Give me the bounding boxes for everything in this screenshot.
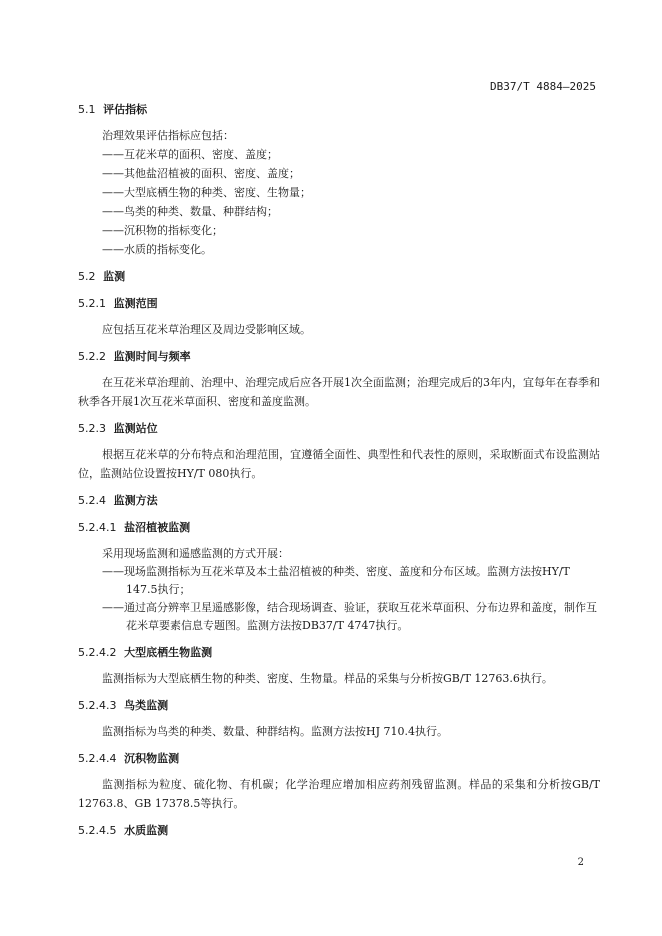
- section-number: 5.2.4.1: [78, 521, 117, 534]
- paragraph: 监测指标为大型底栖生物的种类、密度、生物量。样品的采集与分析按GB/T 12763.6执行。: [102, 672, 553, 685]
- section-title: 监测方法: [113, 494, 158, 507]
- paragraph: 治理效果评估指标应包括：: [102, 129, 234, 142]
- heading-5-2-4-2: [78, 644, 600, 662]
- heading-5-2-3: [78, 420, 600, 438]
- section-number: 5.2.4.5: [78, 824, 117, 837]
- section-title: 水质监测: [124, 824, 169, 837]
- section-title: 监测时间与频率: [113, 350, 191, 363]
- paragraph: 监测指标为粒度、硫化物、有机碳；化学治理应增加相应药剂残留监测。样品的采集和分析按GB/T 12763.8、GB 17378.5等执行。: [78, 778, 600, 810]
- list-item: ——互花米草的面积、密度、盖度；: [102, 148, 278, 161]
- section-number: 5.2: [78, 270, 96, 283]
- heading-5-2-2: [78, 348, 600, 366]
- section-number: 5.2.4.3: [78, 699, 117, 712]
- section-title: 沉积物监测: [124, 752, 180, 765]
- list-item: ——其他盐沼植被的面积、密度、盖度；: [102, 167, 300, 180]
- section-number: 5.1: [78, 103, 96, 116]
- document-code: DB37/T 4884—2025: [490, 80, 596, 93]
- paragraph: 根据互花米草的分布特点和治理范围，宜遵循全面性、典型性和代表性的原则，采取断面式布设监测站位，监测站位设置按HY/T 080执行。: [78, 448, 600, 480]
- heading-5-2-4-4: [78, 750, 600, 768]
- section-title: 评估指标: [103, 103, 148, 116]
- page-number: 2: [577, 857, 584, 868]
- paragraph: 应包括互花米草治理区及周边受影响区域。: [102, 323, 311, 336]
- heading-5-2-4-1: [78, 519, 600, 537]
- section-title: 监测站位: [113, 422, 158, 435]
- heading-5-2-1: [78, 295, 600, 313]
- section-number: 5.2.2: [78, 350, 106, 363]
- list-item: ——现场监测指标为互花米草及本土盐沼植被的种类、密度、盖度和分布区域。监测方法按HY/T 147.5执行；: [102, 565, 570, 596]
- section-number: 5.2.4: [78, 494, 106, 507]
- list-item: ——鸟类的种类、数量、种群结构；: [102, 205, 278, 218]
- section-number: 5.2.4.4: [78, 752, 117, 765]
- page-body: [78, 101, 600, 840]
- heading-5-2-4-5: [78, 822, 600, 840]
- heading-5-1: [78, 101, 600, 119]
- section-title: 鸟类监测: [124, 699, 169, 712]
- list-item: ——水质的指标变化。: [102, 243, 212, 256]
- section-number: 5.2.4.2: [78, 646, 117, 659]
- list-item: ——通过高分辨率卫星遥感影像，结合现场调查、验证，获取互花米草面积、分布边界和盖度，制作互花米草要素信息专题图。监测方法按DB37/T 4747执行。: [102, 601, 597, 632]
- section-title: 盐沼植被监测: [124, 521, 191, 534]
- paragraph: 监测指标为鸟类的种类、数量、种群结构。监测方法按HJ 710.4执行。: [102, 725, 448, 738]
- heading-5-2-4: [78, 492, 600, 510]
- section-title: 监测: [103, 270, 126, 283]
- heading-5-2: [78, 268, 600, 286]
- section-number: 5.2.3: [78, 422, 106, 435]
- heading-5-2-4-3: [78, 697, 600, 715]
- section-title: 大型底栖生物监测: [124, 646, 213, 659]
- paragraph: 在互花米草治理前、治理中、治理完成后应各开展1次全面监测；治理完成后的3年内，宜每年在春季和秋季各开展1次互花米草面积、密度和盖度监测。: [78, 376, 600, 408]
- list-item: ——沉积物的指标变化；: [102, 224, 223, 237]
- section-number: 5.2.1: [78, 297, 106, 310]
- paragraph: 采用现场监测和遥感监测的方式开展：: [102, 547, 289, 560]
- section-title: 监测范围: [113, 297, 158, 310]
- list-item: ——大型底栖生物的种类、密度、生物量；: [102, 186, 311, 199]
